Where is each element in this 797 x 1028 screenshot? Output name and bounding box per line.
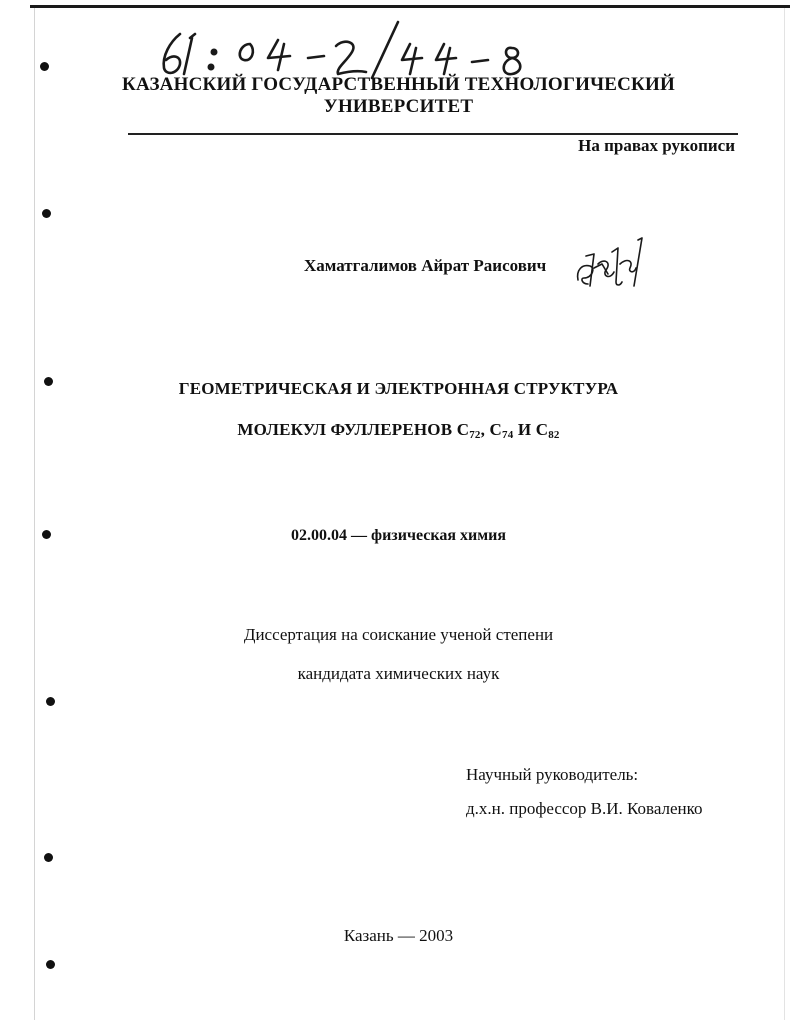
punch-hole <box>46 960 55 969</box>
scan-right-border <box>784 8 785 1020</box>
rights-note: На правах рукописи <box>578 136 735 155</box>
dissertation-title-line2 <box>0 420 797 441</box>
scan-left-border <box>34 8 35 1020</box>
header-rule <box>128 133 738 135</box>
archive-code-handwritten <box>140 14 580 80</box>
scan-top-border <box>30 5 790 8</box>
degree-line1: Диссертация на соискание ученой степени <box>243 625 554 644</box>
punch-hole <box>40 62 49 71</box>
title-prefix: МОЛЕКУЛ ФУЛЛЕРЕНОВ C <box>237 420 470 439</box>
degree-line2: кандидата химических наук <box>297 664 500 683</box>
punch-hole <box>44 853 53 862</box>
title-sub-a: 72 <box>469 429 481 441</box>
specialty: 02.00.04 — физическая химия <box>291 527 506 544</box>
title-sep-b: И C <box>513 420 549 439</box>
supervisor-name: д.х.н. профессор В.И. Коваленко <box>466 799 703 818</box>
supervisor-block <box>466 758 703 826</box>
author-signature <box>572 234 652 294</box>
title-sub-c: 82 <box>548 429 560 441</box>
city-year: Казань — 2003 <box>343 926 454 945</box>
university-name-line1: КАЗАНСКИЙ ГОСУДАРСТВЕННЫЙ ТЕХНОЛОГИЧЕСКИЙ <box>122 74 675 95</box>
author-name: Хаматгалимов Айрат Раисович <box>304 256 547 275</box>
title-sub-b: 74 <box>502 429 514 441</box>
title-sep-a: , C <box>480 420 502 439</box>
dissertation-title-line1: ГЕОМЕТРИЧЕСКАЯ И ЭЛЕКТРОННАЯ СТРУКТУРА <box>178 379 619 398</box>
punch-hole <box>42 209 51 218</box>
author-row <box>0 234 797 294</box>
supervisor-label: Научный руководитель: <box>466 765 639 784</box>
punch-hole <box>46 697 55 706</box>
university-name-line2: УНИВЕРСИТЕТ <box>323 96 474 117</box>
